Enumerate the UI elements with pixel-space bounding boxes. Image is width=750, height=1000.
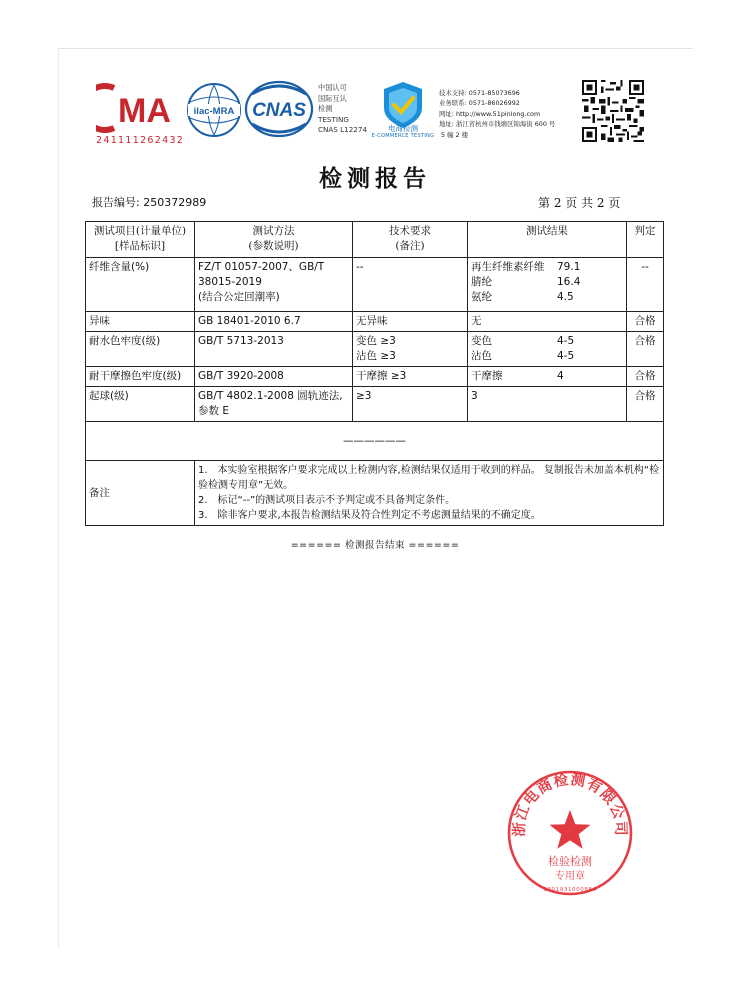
result-cell: 3: [468, 387, 627, 422]
report-number-value: 250372989: [143, 196, 207, 209]
report-end: ====== 检测报告结束 ======: [290, 540, 460, 551]
item-cell: 异味: [86, 312, 195, 332]
ecommerce-sub: E-COMMERCE TESTING: [371, 133, 435, 139]
table-row: [86, 367, 664, 387]
method-cell: GB/T 4802.1-2008 圆轨迹法,参数 E: [195, 387, 353, 422]
stamp-line2: 专用章: [555, 871, 585, 882]
blank-row-cell: [86, 422, 664, 461]
method-cell: FZ/T 01057-2007、GB/T 38015-2019 (结合公定回潮率): [195, 258, 353, 312]
requirement-cell: 无异味: [353, 312, 468, 332]
verdict-cell: 合格: [627, 387, 664, 422]
note-item: 1. 本实验室根据客户要求完成以上检测内容,检测结果仅适用于收到的样品。 复制报告未加盖本机构“检验检测专用章”无效。: [198, 465, 660, 491]
table-row: [86, 332, 664, 367]
notes-label: 备注: [86, 461, 195, 526]
official-stamp: [505, 768, 635, 898]
header-cell: 技术要求 (备注): [353, 222, 468, 258]
header-cell: 测试项目(计量单位) [样品标识]: [86, 222, 195, 258]
report-number: [92, 194, 206, 210]
table-row: [86, 258, 664, 312]
report-number-label: 报告编号:: [92, 196, 140, 209]
table-row: [86, 387, 664, 422]
cma-logo: [96, 80, 182, 142]
cnas-label: CNAS: [252, 100, 306, 121]
requirement-cell: 干摩擦 ≥3: [353, 367, 468, 387]
result-cell: 再生纤维素纤维 79.1 腈纶 16.4 氨纶 4.5: [468, 258, 627, 312]
stamp-org: 浙江电商检测有限公司: [510, 770, 630, 838]
contact-line: 5 幢 2 楼: [441, 130, 469, 139]
report-title: 检测报告: [319, 165, 431, 192]
note-item: 2. 标记“--”的测试项目表示不予判定或不具备判定条件。: [198, 495, 456, 506]
accred-line: 中国认可: [318, 83, 347, 92]
method-cell: GB/T 5713-2013: [195, 332, 353, 367]
header-cell: 判定: [627, 222, 664, 258]
verdict-cell: --: [627, 258, 664, 312]
ecommerce-name: 电商检测: [388, 124, 418, 133]
verdict-cell: 合格: [627, 367, 664, 387]
item-cell: 纤维含量(%): [86, 258, 195, 312]
stamp-star-icon: [550, 810, 591, 849]
qr-code[interactable]: [582, 80, 644, 142]
accred-line: 国际互认: [318, 93, 347, 103]
verdict-cell: 合格: [627, 332, 664, 367]
table-row: [86, 312, 664, 332]
header-cell: 测试方法 (参数说明): [195, 222, 353, 258]
item-cell: 耐水色牢度(级): [86, 332, 195, 367]
verdict-cell: 合格: [627, 312, 664, 332]
item-cell: 起球(级): [86, 387, 195, 422]
accred-line: CNAS L12274: [318, 125, 368, 134]
method-cell: GB/T 3920-2008: [195, 367, 353, 387]
result-cell: 变色 4-5 沾色 4-5: [468, 332, 627, 367]
ilac-mra-logo: [186, 82, 242, 138]
contact-line: 业务联系: 0571-86026992: [439, 99, 520, 108]
blank-row: [86, 422, 664, 461]
accred-line: TESTING: [318, 114, 349, 124]
stamp-line1: 检验检测: [548, 855, 592, 868]
requirement-cell: ≥3: [353, 387, 468, 422]
contact-info: [439, 88, 579, 140]
cma-label: MA: [118, 92, 171, 130]
results-table: [85, 221, 664, 526]
item-cell: 耐干摩擦色牢度(级): [86, 367, 195, 387]
page-info: 第 2 页 共 2 页: [538, 196, 621, 210]
requirement-cell: 变色 ≥3 沾色 ≥3: [353, 332, 468, 367]
contact-line: 技术支持: 0571-85073696: [439, 89, 520, 97]
contact-line: 地址: 浙江省杭州市钱塘区锦海街 600 号: [439, 120, 556, 129]
stamp-code: 3301931000884: [543, 887, 597, 893]
cma-number: 241111262432: [96, 135, 185, 146]
blank-row-dash: ——————: [343, 434, 406, 447]
result-cell: 无: [468, 312, 627, 332]
notes-row: [86, 461, 664, 526]
accred-line: 检测: [318, 104, 333, 113]
header-cell: 测试结果: [468, 222, 627, 258]
requirement-cell: --: [353, 258, 468, 312]
table-header-row: [86, 222, 664, 258]
ilac-label: ilac-MRA: [193, 106, 235, 117]
cnas-logo: [244, 80, 314, 138]
contact-line: 网址: http://www.51pinlong.com: [439, 109, 541, 118]
notes-cell: [195, 461, 664, 526]
note-item: 3. 除非客户要求,本报告检测结果及符合性判定不考虑测量结果的不确定度。: [198, 510, 541, 521]
method-cell: GB 18401-2010 6.7: [195, 312, 353, 332]
result-cell: 干摩擦 4: [468, 367, 627, 387]
